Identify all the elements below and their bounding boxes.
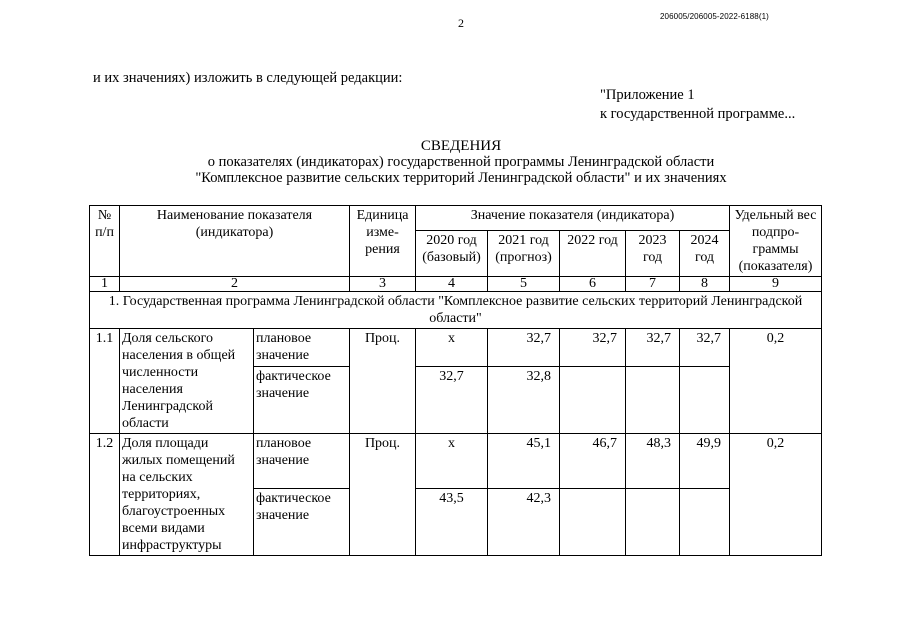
header-num: № п/п <box>90 206 120 277</box>
col-number: 5 <box>488 277 560 292</box>
section-row <box>90 292 822 329</box>
header-2024: 2024 год <box>680 230 730 276</box>
header-2022: 2022 год <box>560 230 626 276</box>
row-number: 1.1 <box>90 329 120 434</box>
plan-2020: х <box>416 329 488 367</box>
fact-2022 <box>560 367 626 434</box>
row-number: 1.2 <box>90 434 120 556</box>
col-number: 8 <box>680 277 730 292</box>
header-row-1 <box>90 206 822 231</box>
header-2020: 2020 год (базовый) <box>416 230 488 276</box>
page-number: 2 <box>458 16 464 30</box>
plan-2022: 46,7 <box>560 434 626 489</box>
title-line-2: о показателях (индикаторах) государственной программы Ленинградской области <box>207 154 715 170</box>
plan-label: плановое значение <box>254 434 350 489</box>
plan-2021: 32,7 <box>488 329 560 367</box>
table-row <box>90 329 822 367</box>
plan-label: плановое значение <box>254 329 350 367</box>
header-weight: Удельный вес подпро-граммы (показателя) <box>730 206 822 277</box>
fact-label: фактическое значение <box>254 489 350 556</box>
indicators-table <box>89 205 822 556</box>
header-value-group: Значение показателя (индикатора) <box>416 206 730 231</box>
col-number: 2 <box>120 277 350 292</box>
header-2021: 2021 год (прогноз) <box>488 230 560 276</box>
document-id: 206005/206005-2022-6188(1) <box>660 12 769 21</box>
intro-text: и их значениях) изложить в следующей редакции: <box>93 70 403 86</box>
fact-2021: 32,8 <box>488 367 560 434</box>
weight-cell: 0,2 <box>730 329 822 434</box>
plan-2021: 45,1 <box>488 434 560 489</box>
col-number: 3 <box>350 277 416 292</box>
plan-2024: 49,9 <box>680 434 730 489</box>
fact-2021: 42,3 <box>488 489 560 556</box>
plan-2023: 32,7 <box>626 329 680 367</box>
appendix-line-2: к государственной программе... <box>600 106 796 122</box>
table-row <box>90 434 822 489</box>
header-name: Наименование показателя (индикатора) <box>120 206 350 277</box>
fact-label: фактическое значение <box>254 367 350 434</box>
col-number: 1 <box>90 277 120 292</box>
plan-2023: 48,3 <box>626 434 680 489</box>
fact-2020: 43,5 <box>416 489 488 556</box>
column-numbers-row <box>90 277 822 292</box>
title-main: СВЕДЕНИЯ <box>420 138 502 154</box>
unit-cell: Проц. <box>350 434 416 556</box>
fact-2022 <box>560 489 626 556</box>
title-line-3: "Комплексное развитие сельских территорий Ленинградской области" и их значениях <box>195 170 727 186</box>
unit-cell: Проц. <box>350 329 416 434</box>
header-2023: 2023 год <box>626 230 680 276</box>
col-number: 7 <box>626 277 680 292</box>
col-number: 9 <box>730 277 822 292</box>
appendix-reference <box>600 86 795 124</box>
fact-2020: 32,7 <box>416 367 488 434</box>
header-unit: Единица изме-рения <box>350 206 416 277</box>
fact-2024 <box>680 489 730 556</box>
plan-2022: 32,7 <box>560 329 626 367</box>
plan-2020: х <box>416 434 488 489</box>
plan-2024: 32,7 <box>680 329 730 367</box>
indicator-name: Доля сельского населения в общей численности населения Ленинградской области <box>120 329 254 434</box>
fact-2023 <box>626 489 680 556</box>
fact-2024 <box>680 367 730 434</box>
document-title <box>60 138 862 186</box>
indicator-name: Доля площади жилых помещений на сельских территориях, благоустроенных всеми видами инфраструктуры <box>120 434 254 556</box>
weight-cell: 0,2 <box>730 434 822 556</box>
appendix-line-1: "Приложение 1 <box>600 87 695 103</box>
col-number: 4 <box>416 277 488 292</box>
col-number: 6 <box>560 277 626 292</box>
fact-2023 <box>626 367 680 434</box>
section-title: 1. Государственная программа Ленинградской области "Комплексное развитие сельских территорий Ленинградской области" <box>90 292 822 329</box>
